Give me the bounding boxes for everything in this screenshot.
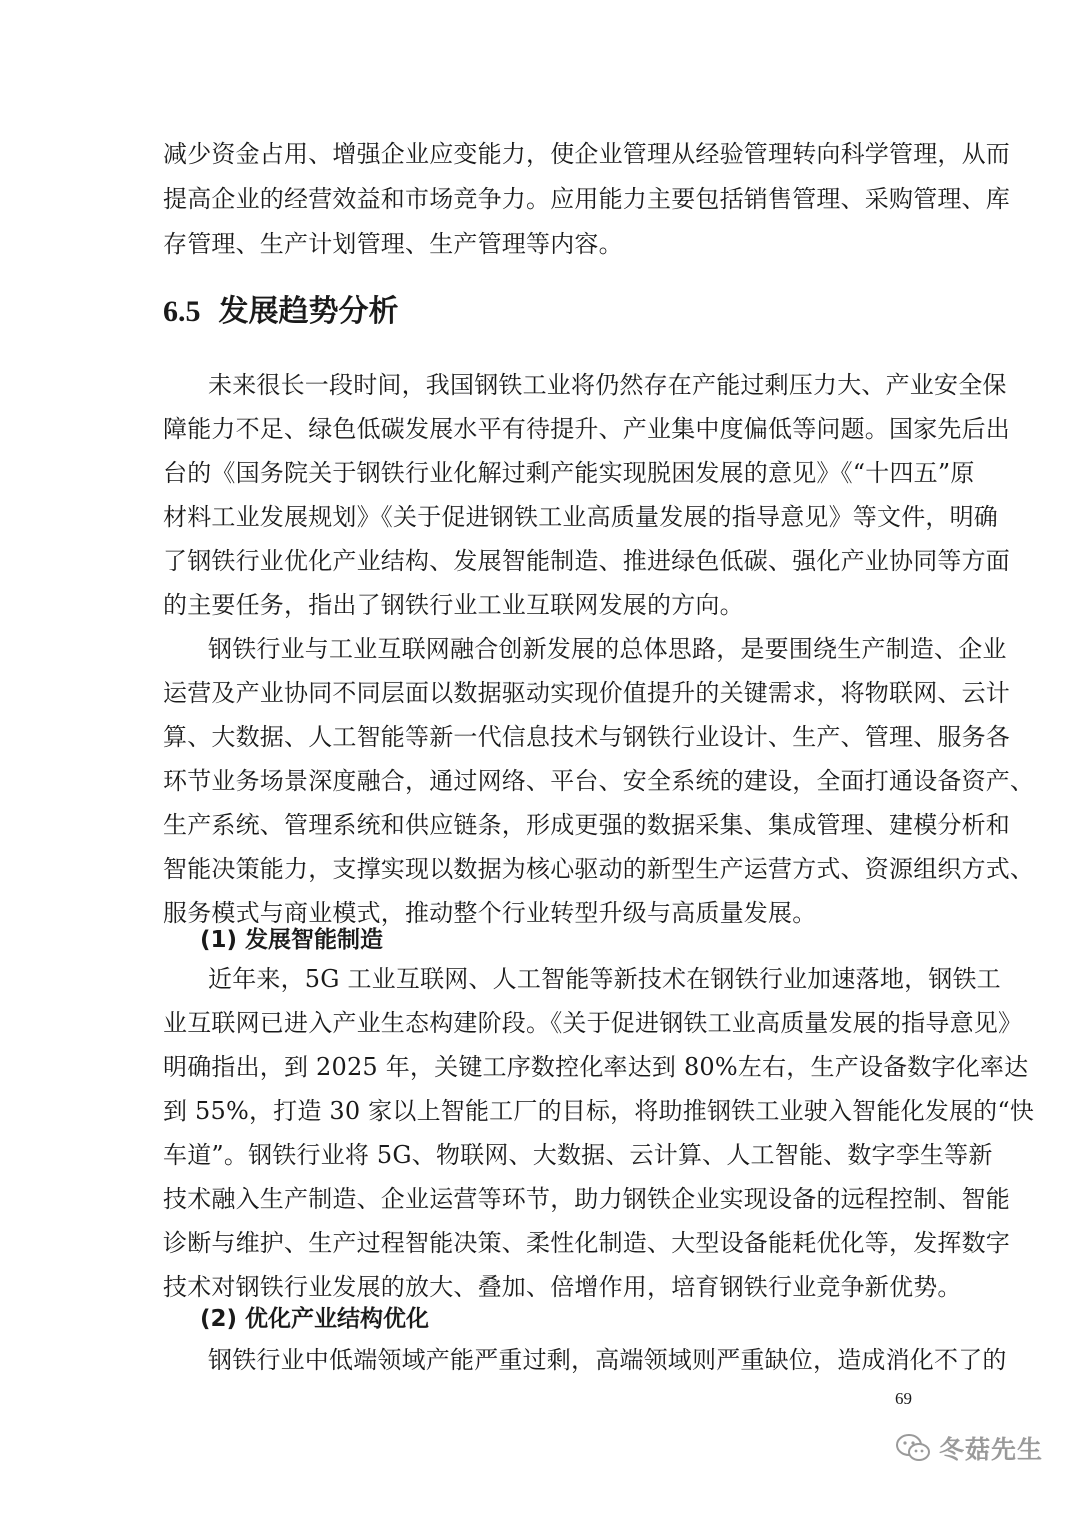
body-line: 材料工业发展规划》《关于促进钢铁工业高质量发展的指导意见》等文件，明确 — [163, 503, 998, 531]
body-line: 服务模式与商业模式，推动整个行业转型升级与高质量发展。 — [163, 899, 817, 927]
body-line: 钢铁行业与工业互联网融合创新发展的总体思路，是要围绕生产制造、企业 — [208, 635, 1007, 663]
body-line: 的主要任务，指出了钢铁行业工业互联网发展的方向。 — [163, 591, 744, 619]
subsection-heading: (1) 发展智能制造 — [200, 927, 384, 953]
body-line: 生产系统、管理系统和供应链条，形成更强的数据采集、集成管理、建模分析和 — [163, 811, 1010, 839]
body-line: 台的《国务院关于钢铁行业化解过剩产能实现脱困发展的意见》《“十四五”原 — [163, 459, 975, 487]
body-line: 智能决策能力，支撑实现以数据为核心驱动的新型生产运营方式、资源组织方式、 — [163, 855, 1035, 883]
body-line: 运营及产业协同不同层面以数据驱动实现价值提升的关键需求，将物联网、云计 — [163, 679, 1010, 707]
page-number: 69 — [895, 1389, 912, 1408]
body-line: 车道”。钢铁行业将 5G、物联网、大数据、云计算、人工智能、数字孪生等新 — [163, 1141, 993, 1169]
body-line: 障能力不足、绿色低碳发展水平有待提升、产业集中度偏低等问题。国家先后出 — [163, 415, 1010, 443]
body-line: 提高企业的经营效益和市场竞争力。应用能力主要包括销售管理、采购管理、库 — [163, 185, 1010, 213]
wechat-icon — [895, 1433, 931, 1463]
subsection-heading: (2) 优化产业结构优化 — [200, 1306, 430, 1332]
body-line: 钢铁行业中低端领域产能严重过剩，高端领域则严重缺位，造成消化不了的 — [208, 1346, 1007, 1374]
section-number: 6.5 — [163, 295, 201, 328]
section-heading — [163, 287, 399, 337]
body-line: 算、大数据、人工智能等新一代信息技术与钢铁行业设计、生产、管理、服务各 — [163, 723, 1010, 751]
body-line: 环节业务场景深度融合，通过网络、平台、安全系统的建设，全面打通设备资产、 — [163, 767, 1035, 795]
watermark — [895, 1428, 1043, 1468]
body-line: 到 55%，打造 30 家以上智能工厂的目标，将助推钢铁工业驶入智能化发展的“快 — [163, 1097, 1035, 1125]
body-line: 业互联网已进入产业生态构建阶段。《关于促进钢铁工业高质量发展的指导意见》 — [163, 1009, 1023, 1037]
body-line: 技术融入生产制造、企业运营等环节，助力钢铁企业实现设备的远程控制、智能 — [163, 1185, 1010, 1213]
section-title: 发展趋势分析 — [218, 294, 399, 329]
body-line: 减少资金占用、增强企业应变能力，使企业管理从经验管理转向科学管理，从而 — [163, 140, 1010, 168]
body-line: 了钢铁行业优化产业结构、发展智能制造、推进绿色低碳、强化产业协同等方面 — [163, 547, 1010, 575]
watermark-text: 冬菇先生 — [939, 1435, 1044, 1464]
body-line: 技术对钢铁行业发展的放大、叠加、倍增作用，培育钢铁行业竞争新优势。 — [163, 1273, 962, 1301]
body-line: 明确指出，到 2025 年，关键工序数控化率达到 80%左右，生产设备数字化率达 — [163, 1053, 1029, 1081]
body-line: 近年来，5G 工业互联网、人工智能等新技术在钢铁行业加速落地，钢铁工 — [208, 965, 1001, 993]
body-line: 诊断与维护、生产过程智能决策、柔性化制造、大型设备能耗优化等，发挥数字 — [163, 1229, 1010, 1257]
body-line: 存管理、生产计划管理、生产管理等内容。 — [163, 230, 623, 258]
body-line: 未来很长一段时间，我国钢铁工业将仍然存在产能过剩压力大、产业安全保 — [208, 371, 1007, 399]
